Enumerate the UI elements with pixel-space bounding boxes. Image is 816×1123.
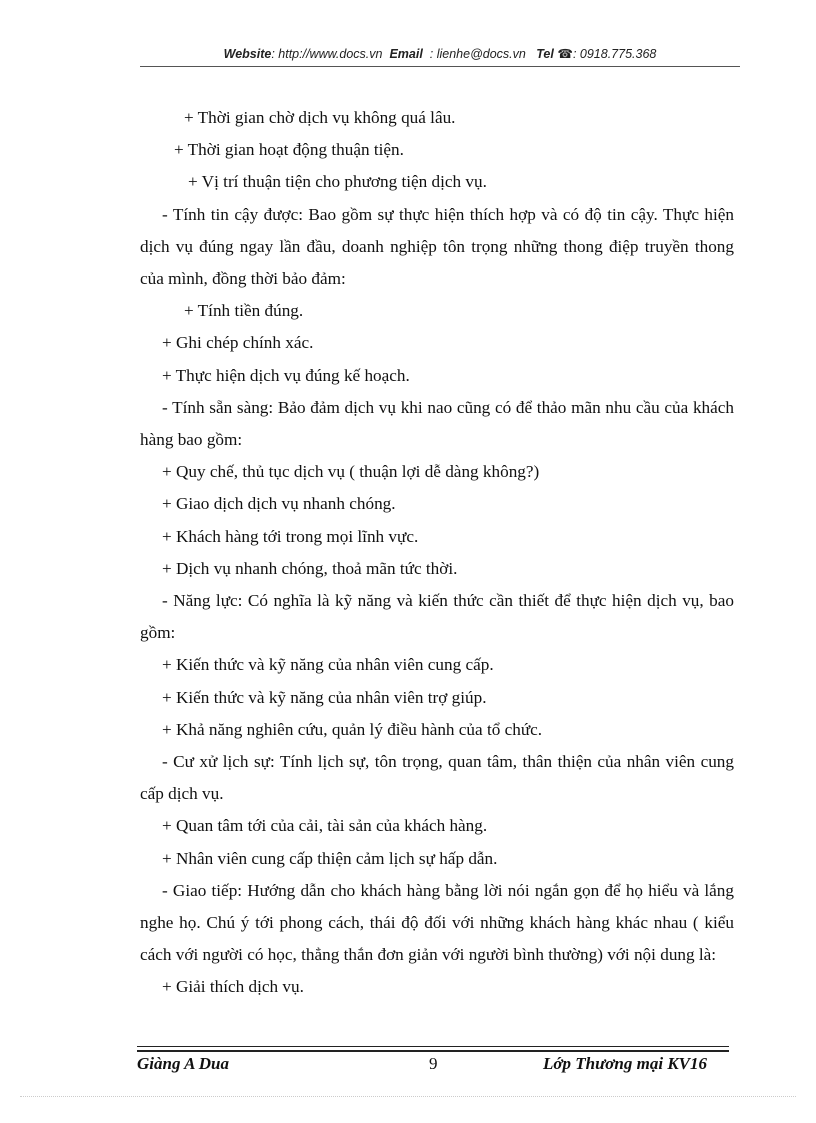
footer-class: Lớp Thương mại KV16 (543, 1054, 707, 1073)
document-body (140, 102, 734, 1004)
body-line: + Giải thích dịch vụ. (162, 977, 304, 997)
page-bottom-edge (20, 1096, 796, 1097)
header-divider (140, 66, 740, 67)
body-paragraph: - Giao tiếp: Hướng dẫn cho khách hàng bằng lời nói ngắn gọn để họ hiểu và lắng nghe họ. Chú ý tới phong cách, thái độ đối với những khách hàng khác nhau ( kiểu cách với người có học, thẳng thắn đơn giản với người bình thường) với nội dung là: (140, 880, 734, 965)
email-label: Email (389, 47, 423, 61)
footer-author: Giàng A Dua (137, 1054, 229, 1073)
footer-divider-thick (137, 1050, 729, 1052)
body-line: + Quy chế, thủ tục dịch vụ ( thuận lợi dễ dàng không?) (162, 462, 540, 482)
body-line: + Thực hiện dịch vụ đúng kế hoạch. (162, 365, 410, 385)
body-line: + Khả năng nghiên cứu, quản lý điều hành của tổ chức. (162, 719, 543, 739)
body-paragraph: - Tính sẵn sàng: Bảo đảm dịch vụ khi nao cũng có để thảo mãn nhu cầu của khách hàng bao gồm: (140, 397, 734, 450)
page-header (140, 46, 740, 61)
body-line: + Thời gian hoạt động thuận tiện. (174, 140, 404, 160)
body-paragraph: - Cư xử lịch sự: Tính lịch sự, tôn trọng, quan tâm, thân thiện của nhân viên cung cấp dịch vụ. (140, 752, 734, 804)
footer-divider (137, 1046, 729, 1047)
body-line: + Nhân viên cung cấp thiện cảm lịch sự hấp dẫn. (162, 848, 498, 868)
tel-label: Tel (536, 47, 554, 61)
body-line: + Vị trí thuận tiện cho phương tiện dịch vụ. (188, 172, 487, 192)
tel-value: : 0918.775.368 (572, 47, 657, 61)
body-line: + Giao dịch dịch vụ nhanh chóng. (162, 494, 396, 514)
body-line: + Quan tâm tới của cải, tài sản của khách hàng. (162, 816, 488, 836)
website-value: : http://www.docs.vn (271, 47, 383, 61)
body-line: + Dịch vụ nhanh chóng, thoả mãn tức thời. (162, 558, 458, 578)
page-number: 9 (429, 1054, 438, 1073)
body-line: + Khách hàng tới trong mọi lĩnh vực. (162, 526, 419, 546)
body-line: + Kiến thức và kỹ năng của nhân viên cung cấp. (162, 655, 494, 675)
body-line: + Kiến thức và kỹ năng của nhân viên trợ giúp. (162, 687, 487, 707)
website-label: Website (223, 47, 272, 61)
body-line: + Ghi chép chính xác. (162, 333, 314, 353)
email-value: : lienhe@docs.vn (429, 47, 526, 61)
body-paragraph: - Năng lực: Có nghĩa là kỹ năng và kiến thức cần thiết để thực hiện dịch vụ, bao gồm: (140, 591, 734, 643)
body-line: + Thời gian chờ dịch vụ không quá lâu. (184, 108, 456, 127)
body-line: + Tính tiền đúng. (184, 301, 304, 321)
body-paragraph: - Tính tin cậy được: Bao gồm sự thực hiện thích hợp và có độ tin cậy. Thực hiện dịch vụ đúng ngay lần đầu, doanh nghiệp tôn trọng những thong điệp truyền thong của mình, đồng thời bảo đảm: (140, 204, 734, 289)
phone-icon: ☎ (557, 47, 573, 61)
